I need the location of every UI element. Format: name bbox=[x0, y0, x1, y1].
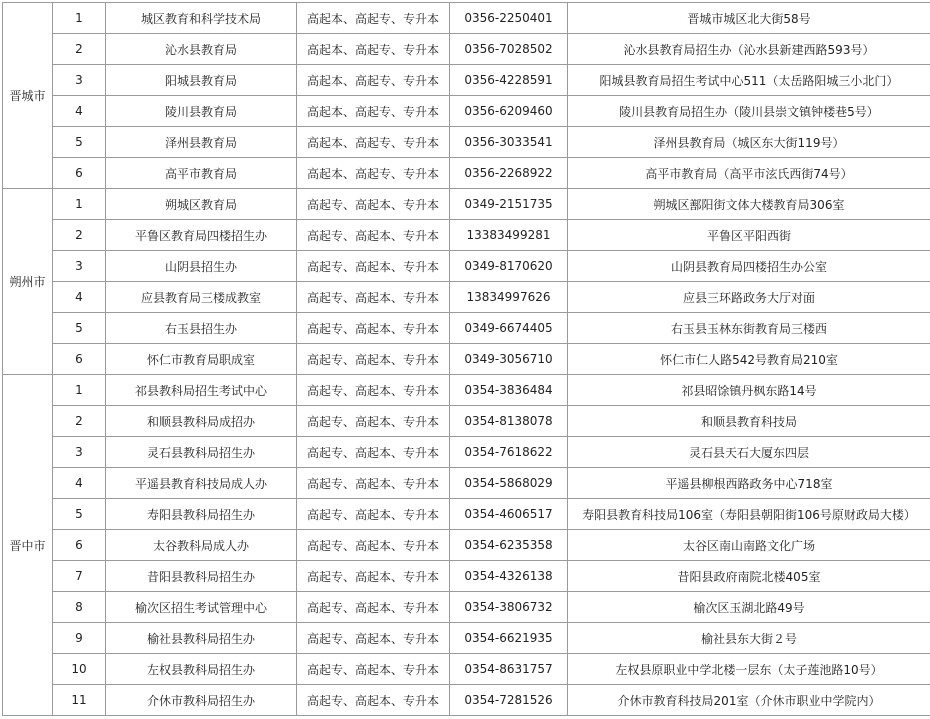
table-body bbox=[3, 3, 930, 716]
row-number-cell: 10 bbox=[53, 654, 106, 685]
levels-cell: 高起专、高起本、专升本 bbox=[297, 530, 450, 561]
phone-cell: 0354-4606517 bbox=[450, 499, 568, 530]
levels-cell: 高起专、高起本、专升本 bbox=[297, 499, 450, 530]
office-name-cell: 右玉县招生办 bbox=[106, 313, 297, 344]
row-number-cell: 6 bbox=[53, 530, 106, 561]
address-cell: 平遥县柳根西路政务中心718室 bbox=[568, 468, 930, 499]
levels-cell: 高起专、高起本、专升本 bbox=[297, 282, 450, 313]
row-number-cell: 4 bbox=[53, 96, 106, 127]
office-name-cell: 榆次区招生考试管理中心 bbox=[106, 592, 297, 623]
table-row bbox=[3, 592, 930, 623]
levels-cell: 高起专、高起本、专升本 bbox=[297, 592, 450, 623]
table-row bbox=[3, 220, 930, 251]
levels-cell: 高起专、高起本、专升本 bbox=[297, 654, 450, 685]
phone-cell: 0349-3056710 bbox=[450, 344, 568, 375]
table-row bbox=[3, 127, 930, 158]
office-name-cell: 高平市教育局 bbox=[106, 158, 297, 189]
table-row bbox=[3, 344, 930, 375]
table-row bbox=[3, 375, 930, 406]
levels-cell: 高起专、高起本、专升本 bbox=[297, 189, 450, 220]
table-row bbox=[3, 189, 930, 220]
levels-cell: 高起专、高起本、专升本 bbox=[297, 375, 450, 406]
office-name-cell: 怀仁市教育局职成室 bbox=[106, 344, 297, 375]
phone-cell: 0354-7618622 bbox=[450, 437, 568, 468]
address-cell: 和顺县教育科技局 bbox=[568, 406, 930, 437]
office-name-cell: 介休市教科局招生办 bbox=[106, 685, 297, 716]
office-name-cell: 平鲁区教育局四楼招生办 bbox=[106, 220, 297, 251]
row-number-cell: 6 bbox=[53, 344, 106, 375]
address-cell: 榆次区玉湖北路49号 bbox=[568, 592, 930, 623]
office-name-cell: 平遥县教育科技局成人办 bbox=[106, 468, 297, 499]
table-row bbox=[3, 158, 930, 189]
row-number-cell: 1 bbox=[53, 189, 106, 220]
table-row bbox=[3, 468, 930, 499]
address-cell: 寿阳县教育科技局106室（寿阳县朝阳街106号原财政局大楼） bbox=[568, 499, 930, 530]
office-name-cell: 山阴县招生办 bbox=[106, 251, 297, 282]
table-row bbox=[3, 499, 930, 530]
table-row bbox=[3, 654, 930, 685]
table-row bbox=[3, 685, 930, 716]
levels-cell: 高起专、高起本、专升本 bbox=[297, 251, 450, 282]
table-row bbox=[3, 34, 930, 65]
office-name-cell: 太谷教科局成人办 bbox=[106, 530, 297, 561]
phone-cell: 0356-6209460 bbox=[450, 96, 568, 127]
table-row bbox=[3, 282, 930, 313]
address-cell: 祁县昭馀镇丹枫东路14号 bbox=[568, 375, 930, 406]
row-number-cell: 2 bbox=[53, 406, 106, 437]
city-cell: 晋中市 bbox=[3, 375, 53, 716]
address-cell: 沁水县教育局招生办（沁水县新建西路593号） bbox=[568, 34, 930, 65]
row-number-cell: 3 bbox=[53, 251, 106, 282]
levels-cell: 高起专、高起本、专升本 bbox=[297, 220, 450, 251]
office-name-cell: 阳城县教育局 bbox=[106, 65, 297, 96]
phone-cell: 0354-4326138 bbox=[450, 561, 568, 592]
levels-cell: 高起本、高起专、专升本 bbox=[297, 34, 450, 65]
row-number-cell: 1 bbox=[53, 375, 106, 406]
row-number-cell: 8 bbox=[53, 592, 106, 623]
row-number-cell: 5 bbox=[53, 127, 106, 158]
office-name-cell: 城区教育和科学技术局 bbox=[106, 3, 297, 34]
address-cell: 应县三环路政务大厅对面 bbox=[568, 282, 930, 313]
address-cell: 平鲁区平阳西街 bbox=[568, 220, 930, 251]
phone-cell: 0349-6674405 bbox=[450, 313, 568, 344]
table-row bbox=[3, 406, 930, 437]
address-cell: 朔城区鄯阳街文体大楼教育局306室 bbox=[568, 189, 930, 220]
phone-cell: 0349-2151735 bbox=[450, 189, 568, 220]
row-number-cell: 5 bbox=[53, 313, 106, 344]
address-cell: 榆社县东大街２号 bbox=[568, 623, 930, 654]
phone-cell: 0349-8170620 bbox=[450, 251, 568, 282]
address-cell: 怀仁市仁人路542号教育局210室 bbox=[568, 344, 930, 375]
office-name-cell: 昔阳县教科局招生办 bbox=[106, 561, 297, 592]
phone-cell: 0354-8631757 bbox=[450, 654, 568, 685]
row-number-cell: 3 bbox=[53, 65, 106, 96]
address-cell: 左权县原职业中学北楼一层东（太子莲池路10号） bbox=[568, 654, 930, 685]
table-row bbox=[3, 437, 930, 468]
levels-cell: 高起本、高起专、专升本 bbox=[297, 3, 450, 34]
levels-cell: 高起专、高起本、专升本 bbox=[297, 685, 450, 716]
row-number-cell: 4 bbox=[53, 282, 106, 313]
row-number-cell: 7 bbox=[53, 561, 106, 592]
address-cell: 昔阳县政府南院北楼405室 bbox=[568, 561, 930, 592]
row-number-cell: 2 bbox=[53, 220, 106, 251]
table-row bbox=[3, 313, 930, 344]
office-name-cell: 泽州县教育局 bbox=[106, 127, 297, 158]
address-cell: 介休市教育科技局201室（介休市职业中学院内） bbox=[568, 685, 930, 716]
address-cell: 阳城县教育局招生考试中心511（太岳路阳城三小北门） bbox=[568, 65, 930, 96]
levels-cell: 高起专、高起本、专升本 bbox=[297, 468, 450, 499]
phone-cell: 0354-3806732 bbox=[450, 592, 568, 623]
city-cell: 晋城市 bbox=[3, 3, 53, 189]
phone-cell: 0354-8138078 bbox=[450, 406, 568, 437]
levels-cell: 高起专、高起本、专升本 bbox=[297, 406, 450, 437]
table-row bbox=[3, 623, 930, 654]
office-name-cell: 应县教育局三楼成教室 bbox=[106, 282, 297, 313]
admission-office-table bbox=[2, 2, 930, 716]
address-cell: 高平市教育局（高平市泫氏西街74号） bbox=[568, 158, 930, 189]
office-name-cell: 祁县教科局招生考试中心 bbox=[106, 375, 297, 406]
address-cell: 太谷区南山南路文化广场 bbox=[568, 530, 930, 561]
row-number-cell: 4 bbox=[53, 468, 106, 499]
office-name-cell: 左权县教科局招生办 bbox=[106, 654, 297, 685]
levels-cell: 高起专、高起本、专升本 bbox=[297, 313, 450, 344]
phone-cell: 0354-6621935 bbox=[450, 623, 568, 654]
phone-cell: 0354-3836484 bbox=[450, 375, 568, 406]
levels-cell: 高起本、高起专、专升本 bbox=[297, 96, 450, 127]
levels-cell: 高起专、高起本、专升本 bbox=[297, 437, 450, 468]
row-number-cell: 6 bbox=[53, 158, 106, 189]
levels-cell: 高起本、高起专、专升本 bbox=[297, 127, 450, 158]
levels-cell: 高起本、高起专、专升本 bbox=[297, 65, 450, 96]
row-number-cell: 9 bbox=[53, 623, 106, 654]
address-cell: 右玉县玉林东街教育局三楼西 bbox=[568, 313, 930, 344]
city-cell: 朔州市 bbox=[3, 189, 53, 375]
row-number-cell: 3 bbox=[53, 437, 106, 468]
levels-cell: 高起专、高起本、专升本 bbox=[297, 344, 450, 375]
phone-cell: 0354-7281526 bbox=[450, 685, 568, 716]
phone-cell: 0354-5868029 bbox=[450, 468, 568, 499]
table-row bbox=[3, 561, 930, 592]
phone-cell: 13383499281 bbox=[450, 220, 568, 251]
phone-cell: 13834997626 bbox=[450, 282, 568, 313]
address-cell: 晋城市城区北大街58号 bbox=[568, 3, 930, 34]
table-row bbox=[3, 3, 930, 34]
phone-cell: 0356-7028502 bbox=[450, 34, 568, 65]
table-row bbox=[3, 65, 930, 96]
phone-cell: 0356-3033541 bbox=[450, 127, 568, 158]
address-cell: 泽州县教育局（城区东大街119号） bbox=[568, 127, 930, 158]
office-name-cell: 寿阳县教科局招生办 bbox=[106, 499, 297, 530]
phone-cell: 0356-2268922 bbox=[450, 158, 568, 189]
office-name-cell: 灵石县教科局招生办 bbox=[106, 437, 297, 468]
office-name-cell: 沁水县教育局 bbox=[106, 34, 297, 65]
office-name-cell: 朔城区教育局 bbox=[106, 189, 297, 220]
levels-cell: 高起专、高起本、专升本 bbox=[297, 561, 450, 592]
phone-cell: 0356-2250401 bbox=[450, 3, 568, 34]
office-name-cell: 陵川县教育局 bbox=[106, 96, 297, 127]
address-cell: 山阴县教育局四楼招生办公室 bbox=[568, 251, 930, 282]
address-cell: 陵川县教育局招生办（陵川县崇文镇钟楼巷5号） bbox=[568, 96, 930, 127]
table-row bbox=[3, 530, 930, 561]
office-name-cell: 和顺县教科局成招办 bbox=[106, 406, 297, 437]
row-number-cell: 11 bbox=[53, 685, 106, 716]
table-row bbox=[3, 96, 930, 127]
address-cell: 灵石县天石大厦东四层 bbox=[568, 437, 930, 468]
phone-cell: 0356-4228591 bbox=[450, 65, 568, 96]
row-number-cell: 1 bbox=[53, 3, 106, 34]
levels-cell: 高起专、高起本、专升本 bbox=[297, 623, 450, 654]
row-number-cell: 5 bbox=[53, 499, 106, 530]
table-row bbox=[3, 251, 930, 282]
phone-cell: 0354-6235358 bbox=[450, 530, 568, 561]
levels-cell: 高起本、高起专、专升本 bbox=[297, 158, 450, 189]
row-number-cell: 2 bbox=[53, 34, 106, 65]
office-name-cell: 榆社县教科局招生办 bbox=[106, 623, 297, 654]
